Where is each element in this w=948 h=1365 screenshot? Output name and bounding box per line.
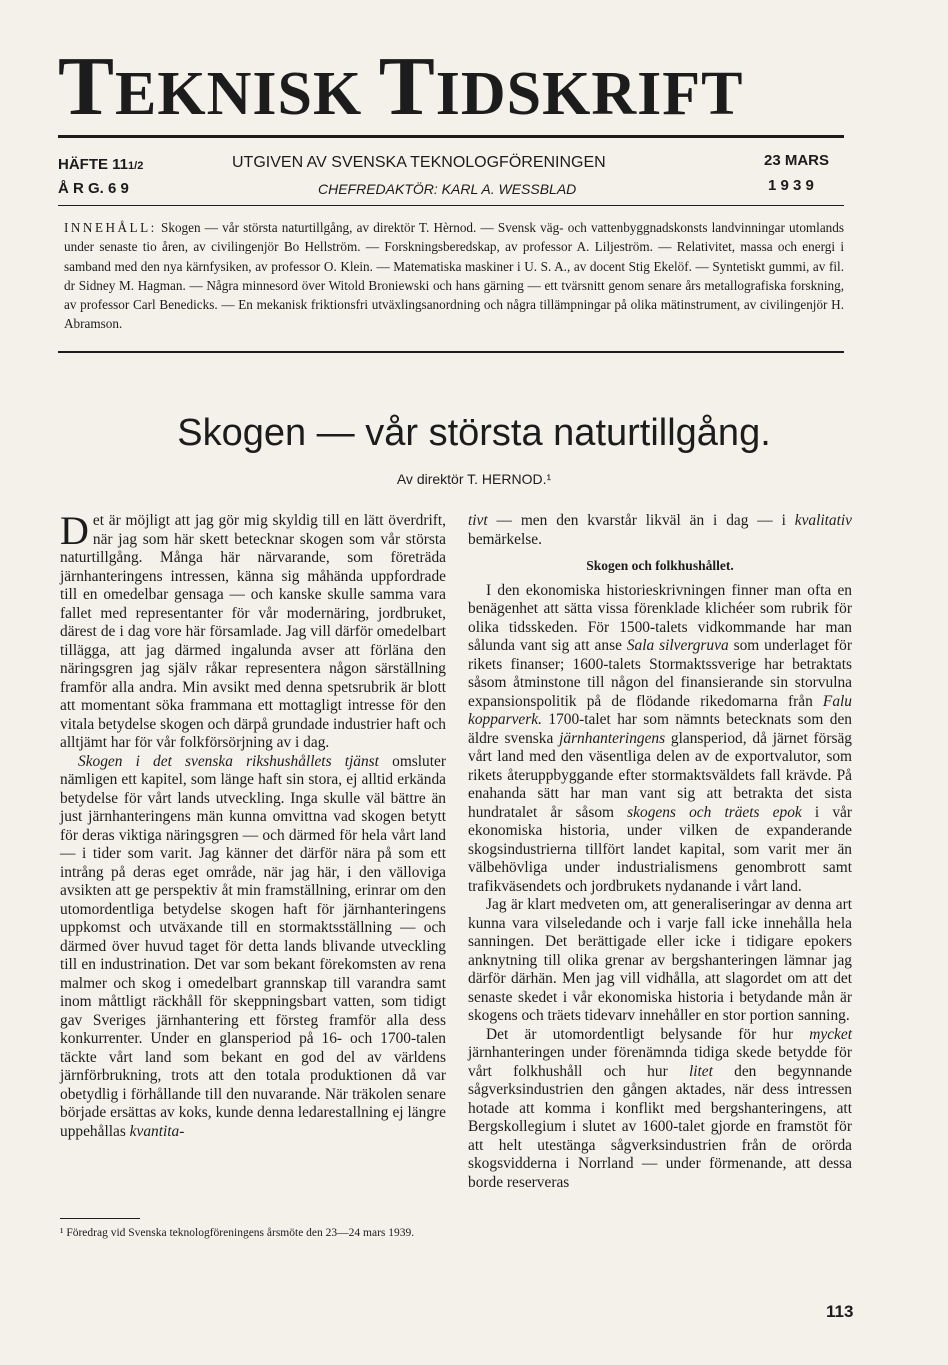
article-column-left bbox=[60, 508, 446, 1141]
contents-text: Skogen — vår största naturtillgång, av direktör T. Hèrnod. — Svensk väg- och vattenbyggnadskonsts landvinningar utomlands under senaste tio åren, av civilingenjör Bo Hellström. — Forskningsberedskap, av professor A. Liljeström. — Relativitet, massa och energi i samband med den nya kärnfysiken, av professor O. Klein. — Matematiska maskiner i U. S. A., av docent Stig Ekelöf. — Syntetiskt gummi, av fil. dr Sidney M. Hagman. — Några minnesord över Witold Broniewski och hans gärning — ett tvärsnitt genom senare års metallografiska forskning, av professor Carl Benedicks. — En mekanisk friktionsfri utväxlingsanordning och några tillämpningar på olika mätinstrument, av civilingenjör H. Abramson. bbox=[64, 220, 845, 332]
masthead-rule bbox=[58, 135, 844, 138]
paragraph: Jag är klart medveten om, att generaliseringar av denna art kunna vara vilseledande och i varje fall icke innehålla hela sanningen. Det berättigade eller icke i tidigare epokers anknytning till olika grenar av bergshanteringen lämnar jag därför därhän. Men jag vill vidhålla, att slagordet om att det senaste skedet i vår ekonomiska historia i betydande mån är skogens och träets tidevarv innehåller en stor portion sanning. bbox=[468, 896, 852, 1024]
footnote: ¹ Föredrag vid Svenska teknologföreningens årsmöte den 23—24 mars 1939. bbox=[60, 1227, 415, 1239]
paragraph: tivt — men den kvarstår likväl än i dag — i kvalitativ bemärkelse. bbox=[468, 512, 852, 548]
paragraph: I den ekonomiska historieskrivningen finner man ofta en benägenhet att sätta vissa förenklade klichéer som rubrik för olika tidsskeden. För 1500-talets vidkommande har man sålunda vant sig att anse Sala silvergruva som underlaget för rikets finanser; 1600-talets Stormaktssverige har betraktats såsom åtminstone till någon del finansierande sin storvulna expansionspolitik på de flödande rikedomarna från Falu kopparverk. 1700-talet har som nämnts betecknats som den äldre svenska järnhanteringens glansperiod, då järnet försäg vårt land med den väsentliga delen av de exportvalutor, som rikets återuppbyggande efter stormaktsväldets fall krävde. På enahanda sätt har man vant sig att betrakta det sista hundratalet år såsom skogens och träets epok i vår ekonomiska historia, under vilken de expanderande skogsindustrierna tillfört landet kapital, som varit mer än välbehövliga under industrialismens genombrott samt trafikväsendets och jordbrukets nydanande i vårt land. bbox=[468, 581, 852, 895]
contents-rule bbox=[58, 351, 844, 353]
paragraph: Skogen i det svenska rikshushållets tjänst omsluter nämligen ett kapitel, som länge haft sin stora, ej alltid erkända betydelse för vårt lands utveckling. Inga skulle väl bättre än just järnhanteringens män kunna omvittna vad skogen betytt för deras viktiga näringsgren — och därmed för hela vårt land — i tider som varit. Jag känner det därför nära på som ett intrång på deras eget område, när jag här, i den välloviga avsikten att ge perspektiv åt min framställning, erinrar om den utomordentliga betydelse skogen haft för järnhanteringens uppkomst och utväxande till en stormaktsställning — och därmed över huvud taget för detta lands blivande utveckling till en industrination. Det var som bekant förekomsten av rena malmer och skog i omedelbart grannskap till varandra samt inom måttligt räckhåll för skeppningsbart vatten, som tidigt gav Sveriges järnhantering ett försteg framför alla dess konkurrenter. Under en glansperiod på 16- och 1700-talen täckte vårt land som bekant en god del av världens järnförbrukning, trots att den totala produktionen då var obetydlig i förhållande till den nuvarande. När träkolen senare började ersättas av koks, kunde denna ledarestallning ej längre uppehållas kvantita- bbox=[60, 752, 446, 1140]
drop-cap: D bbox=[60, 508, 89, 553]
publisher-line: UTGIVEN AV SVENSKA TEKNOLOGFÖRENINGEN bbox=[232, 154, 606, 171]
section-heading: Skogen och folkhushållet. bbox=[586, 558, 734, 573]
article-column-right bbox=[468, 512, 852, 1192]
issue-year: 1 9 3 9 bbox=[768, 177, 814, 194]
issue-number: HÄFTE 111/2 bbox=[58, 156, 144, 173]
contents-label: INNEHÅLL: bbox=[64, 220, 157, 235]
masthead bbox=[58, 40, 848, 133]
page-number: 113 bbox=[826, 1302, 854, 1321]
header-rule bbox=[58, 205, 844, 206]
article-byline: Av direktör T. HERNOD.¹ bbox=[396, 471, 552, 487]
issue-date: 23 MARS bbox=[764, 152, 830, 169]
journal-title: TEKNISK TIDSKRIFT bbox=[58, 40, 744, 133]
footnote-rule bbox=[60, 1218, 140, 1219]
volume-number: Å R G. 6 9 bbox=[58, 180, 129, 197]
editor-line: CHEFREDAKTÖR: KARL A. WESSBLAD bbox=[318, 181, 577, 197]
article-title: Skogen — vår största naturtillgång. bbox=[177, 412, 771, 454]
table-of-contents bbox=[64, 218, 844, 334]
paragraph: Det är utomordentligt belysande för hur mycket järnhanteringen under förenämnda tidiga skede betydde för vårt folkhushåll och hur litet den begynnande sågverksindustrien den gången aktades, när dess intressen hotade att komma i konflikt med bergshanteringens, att Bergskollegium i slutet av 1600-talet gjorde en framstöt för att helt utestänga sågverksindustrien från de orörda skogsvidderna i Norrland — under förmenande, att dessa borde reserveras bbox=[468, 1025, 852, 1191]
paragraph: Det är möjligt att jag gör mig skyldig till en lätt överdrift, när jag som här skett betecknar skogen som vår största naturtillgång. Många här närvarande, som företräda järnhanteringens intressen, känna sig måhända uppfordrade till en omedelbar gensaga — och kanske skulle samma vara fallet med representanter för vår modernäring, jordbruket, därest de i dag vore här församlade. Jag vill därför omedelbart tillägga, att jag därmed ingalunda avser att förläna den näringsgren jag själv råkar representera någon särställning framför alla andra. Min avsikt med denna spetsrubrik är blott att momentant söka frammana ett mottagligt intresse för den vitala betydelse skogen och därpå grundade industrier haft och alltjämt har för vår folkförsörjning av i dag. bbox=[60, 508, 446, 751]
